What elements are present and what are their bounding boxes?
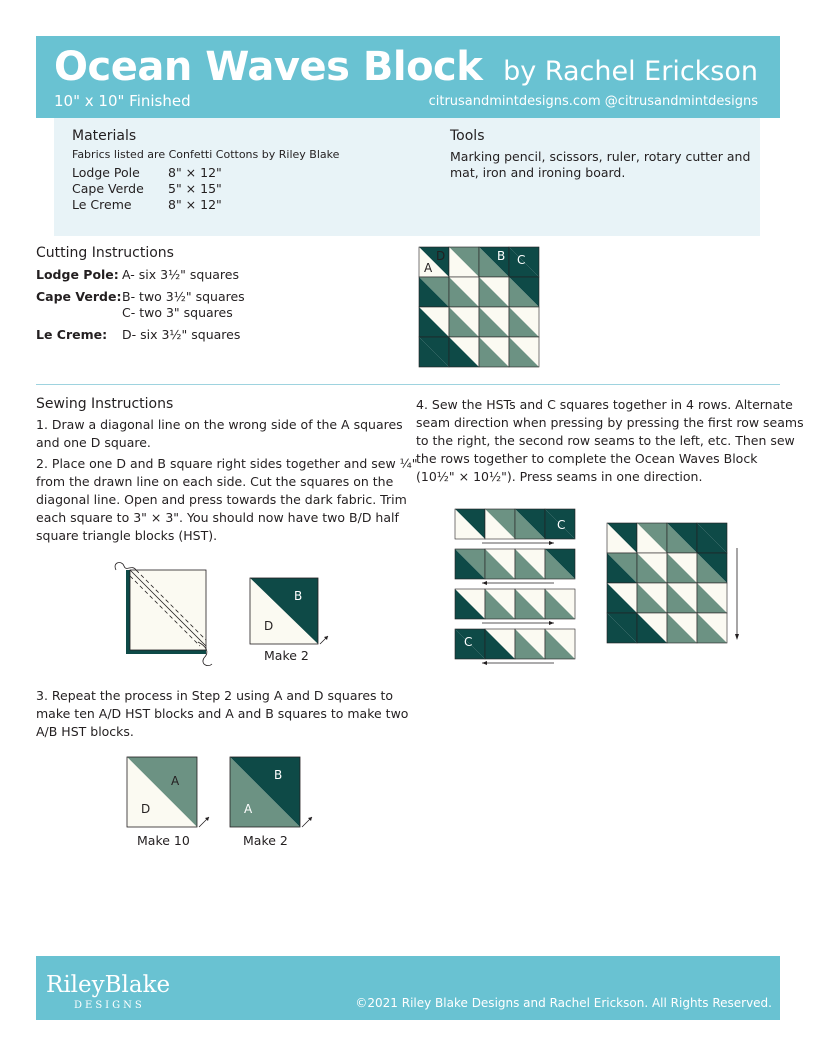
finished-size: 10" x 10" Finished	[54, 92, 191, 110]
cutting-fabric: Lodge Pole:	[36, 267, 119, 282]
footer-banner	[36, 956, 780, 1020]
materials-panel	[54, 118, 760, 236]
step2-line: from the drawn line on each side. Cut the squares on the	[36, 474, 394, 489]
label-b: B	[274, 768, 283, 782]
copyright: ©2021 Riley Blake Designs and Rachel Erickson. All Rights Reserved.	[355, 996, 772, 1010]
press-arrowhead	[482, 581, 487, 585]
step4-line: the rows together to complete the Ocean Waves Block	[416, 451, 758, 466]
cutting-text: A- six 3½" squares	[122, 267, 240, 282]
riley-blake-logo: RileyBlake	[46, 972, 171, 998]
label-d: D	[141, 802, 151, 816]
label-c: C	[557, 518, 566, 532]
cutting-text: C- two 3" squares	[122, 305, 233, 320]
tools-line: Marking pencil, scissors, ruler, rotary cutter and	[450, 149, 751, 164]
hst-ad	[125, 755, 215, 830]
label-a: A	[424, 261, 433, 275]
stitch-diagram	[110, 560, 220, 670]
material-size: 8" × 12"	[168, 165, 222, 180]
step1-line: 1. Draw a diagonal line on the wrong side of the A squares	[36, 417, 403, 432]
cutting-text: D- six 3½" squares	[122, 327, 241, 342]
label-b: B	[497, 249, 506, 263]
label-a: A	[171, 774, 180, 788]
rows-diagram	[454, 508, 580, 666]
make-2-label: Make 2	[264, 648, 309, 663]
website-handle: citrusandmintdesigns.com @citrusandmintdesigns	[428, 94, 758, 109]
press-arrowhead	[549, 621, 554, 625]
label-c: C	[517, 253, 526, 267]
rows-grid	[455, 509, 575, 665]
label-b: B	[294, 589, 303, 603]
material-size: 5" × 15"	[168, 181, 222, 196]
step2-line: diagonal line. Open and press towards the dark fabric. Trim	[36, 492, 407, 507]
cutting-text: B- two 3½" squares	[122, 289, 245, 304]
hst-bd	[248, 576, 332, 646]
block-preview	[418, 246, 540, 368]
cutting-heading: Cutting Instructions	[36, 245, 174, 261]
step1-line: and one D square.	[36, 435, 151, 450]
press-arrowhead	[549, 541, 554, 545]
step4-line: 4. Sew the HSTs and C squares together in 4 rows. Alternate	[416, 397, 793, 412]
step4-line: seam direction when pressing by pressing the first row seams	[416, 415, 804, 430]
material-size: 8" × 12"	[168, 197, 222, 212]
tools-heading: Tools	[450, 128, 485, 144]
page-title: Ocean Waves Block	[54, 44, 483, 90]
press-arrowhead	[482, 661, 487, 665]
make-2-label: Make 2	[243, 833, 288, 848]
cutting-fabric: Cape Verde:	[36, 289, 122, 304]
step3-line: 3. Repeat the process in Step 2 using A and D squares to	[36, 688, 394, 703]
tools-line: mat, iron and ironing board.	[450, 165, 626, 180]
step3-line: A/B HST blocks.	[36, 724, 134, 739]
step4-line: (10½" × 10½"). Press seams in one direction.	[416, 469, 703, 484]
label-a: A	[244, 802, 253, 816]
hst-ab	[228, 755, 318, 830]
material-name: Lodge Pole	[72, 165, 140, 180]
materials-heading: Materials	[72, 128, 137, 144]
label-c: C	[464, 635, 473, 649]
step3-line: make ten A/D HST blocks and A and B squares to make two	[36, 706, 409, 721]
riley-blake-logo-sub: DESIGNS	[74, 1000, 145, 1011]
sewing-heading: Sewing Instructions	[36, 396, 174, 412]
material-name: Le Creme	[72, 197, 132, 212]
material-name: Cape Verde	[72, 181, 144, 196]
label-d: D	[436, 249, 446, 263]
section-divider	[36, 384, 780, 385]
step2-line: 2. Place one D and B square right sides together and sew ¼"	[36, 456, 418, 471]
cutting-fabric: Le Creme:	[36, 327, 108, 342]
author-name: by Rachel Erickson	[503, 56, 758, 87]
header-banner	[36, 36, 780, 118]
label-d: D	[264, 619, 274, 633]
materials-note: Fabrics listed are Confetti Cottons by Riley Blake	[72, 148, 340, 161]
step4-line: to the right, the second row seams to the left, etc. Then sew	[416, 433, 795, 448]
finished-block	[606, 522, 742, 648]
finished-grid	[607, 523, 727, 643]
make-10-label: Make 10	[137, 833, 190, 848]
step2-line: square triangle blocks (HST).	[36, 528, 218, 543]
step2-line: each square to 3" × 3". You should now have two B/D half	[36, 510, 399, 525]
